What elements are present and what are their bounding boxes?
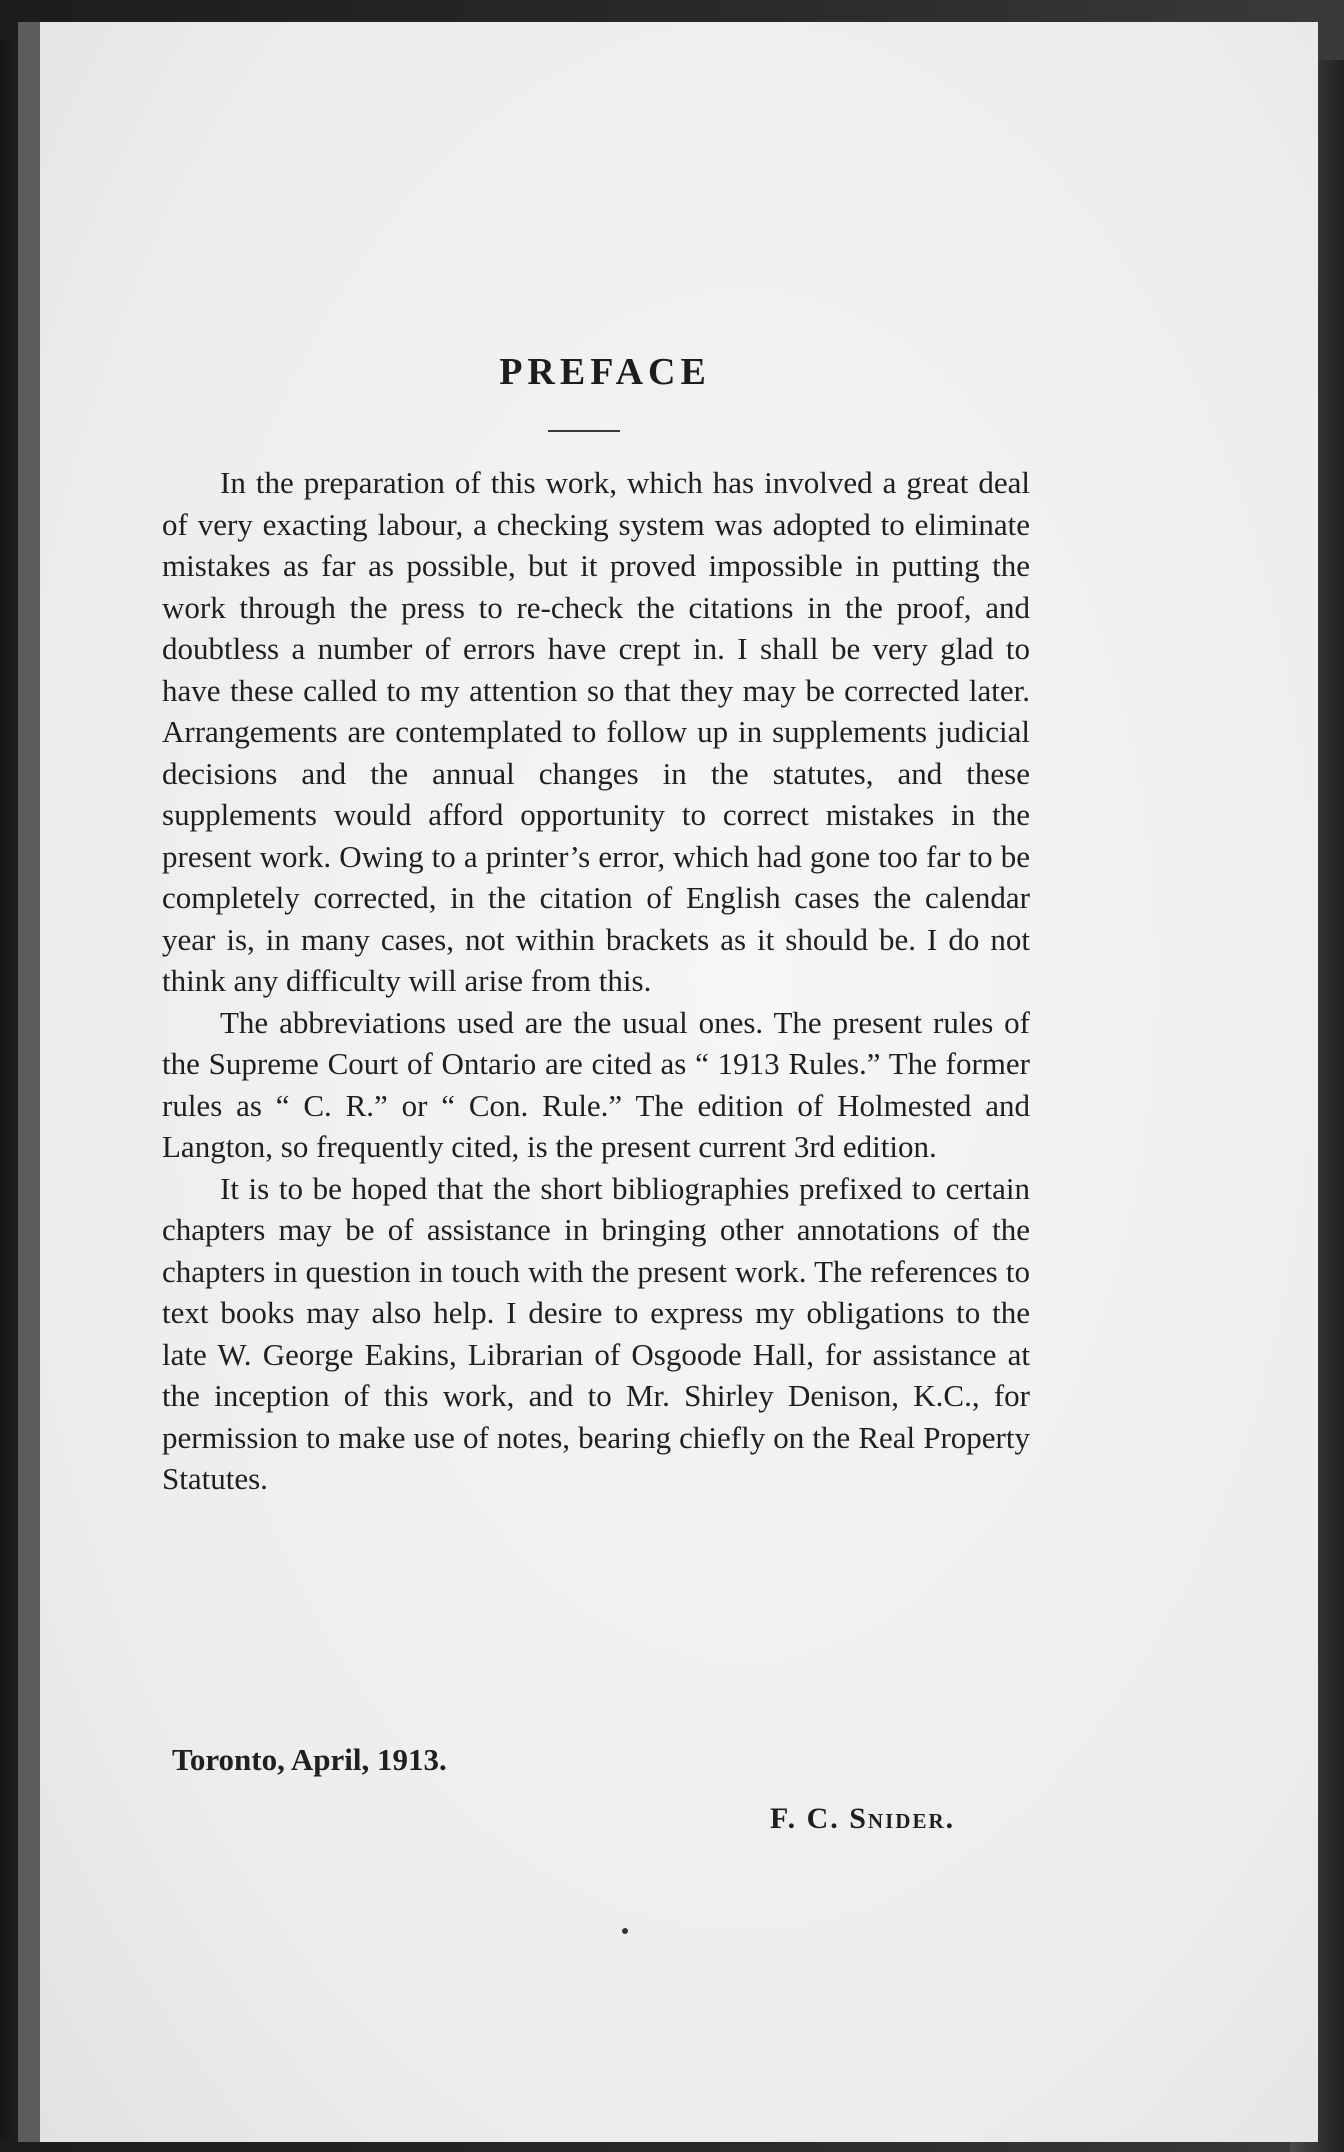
place-date: Toronto, April, 1913. [172, 1742, 447, 1777]
title-rule [548, 430, 620, 432]
preface-body [162, 462, 1030, 1500]
paragraph-3: It is to be hoped that the short bibliographies prefixed to certain chapters may be of assistance in bringing other annotations of the chapters in question in touch with the present work. The references to text books may also help. I desire to express my obligations to the late W. George Eakins, Librarian of Osgoode Hall, for assistance at the inception of this work, and to Mr. Shirley Denison, K.C., for permission to make use of notes, bearing chiefly on the Real Property Statutes. [162, 1170, 1030, 1496]
page-title: PREFACE [499, 351, 711, 393]
author-signature [770, 1802, 955, 1836]
signature-initials: F. C. [770, 1802, 840, 1835]
paragraph-2: The abbreviations used are the usual ones. The present rules of the Supreme Court of Ontario are cited as “ 1913 Rules.” The former rules as “ C. R.” or “ Con. Rule.” The edition of Holmested and Langton, so frequently cited, is the present current 3rd edition. [162, 1004, 1030, 1164]
page-mark [622, 1928, 628, 1934]
paragraph-1: In the preparation of this work, which has involved a great deal of very exacting labour, a checking system was adopted to eliminate mistakes as far as possible, but it proved impossible in putting the work through the press to re-check the citations in the proof, and doubtless a number of errors have crept in. I shall be very glad to have these called to my attention so that they may be corrected later. Arrangements are contemplated to follow up in supplements judicial decisions and the annual changes in the statutes, and these supplements would afford opportunity to correct mistakes in the present work. Owing to a printer’s error, which had gone too far to be completely corrected, in the citation of English cases the calendar year is, in many cases, not within brackets as it should be. I do not think any difficulty will arise from this. [162, 465, 1030, 998]
signature-surname: Snider. [849, 1802, 956, 1835]
